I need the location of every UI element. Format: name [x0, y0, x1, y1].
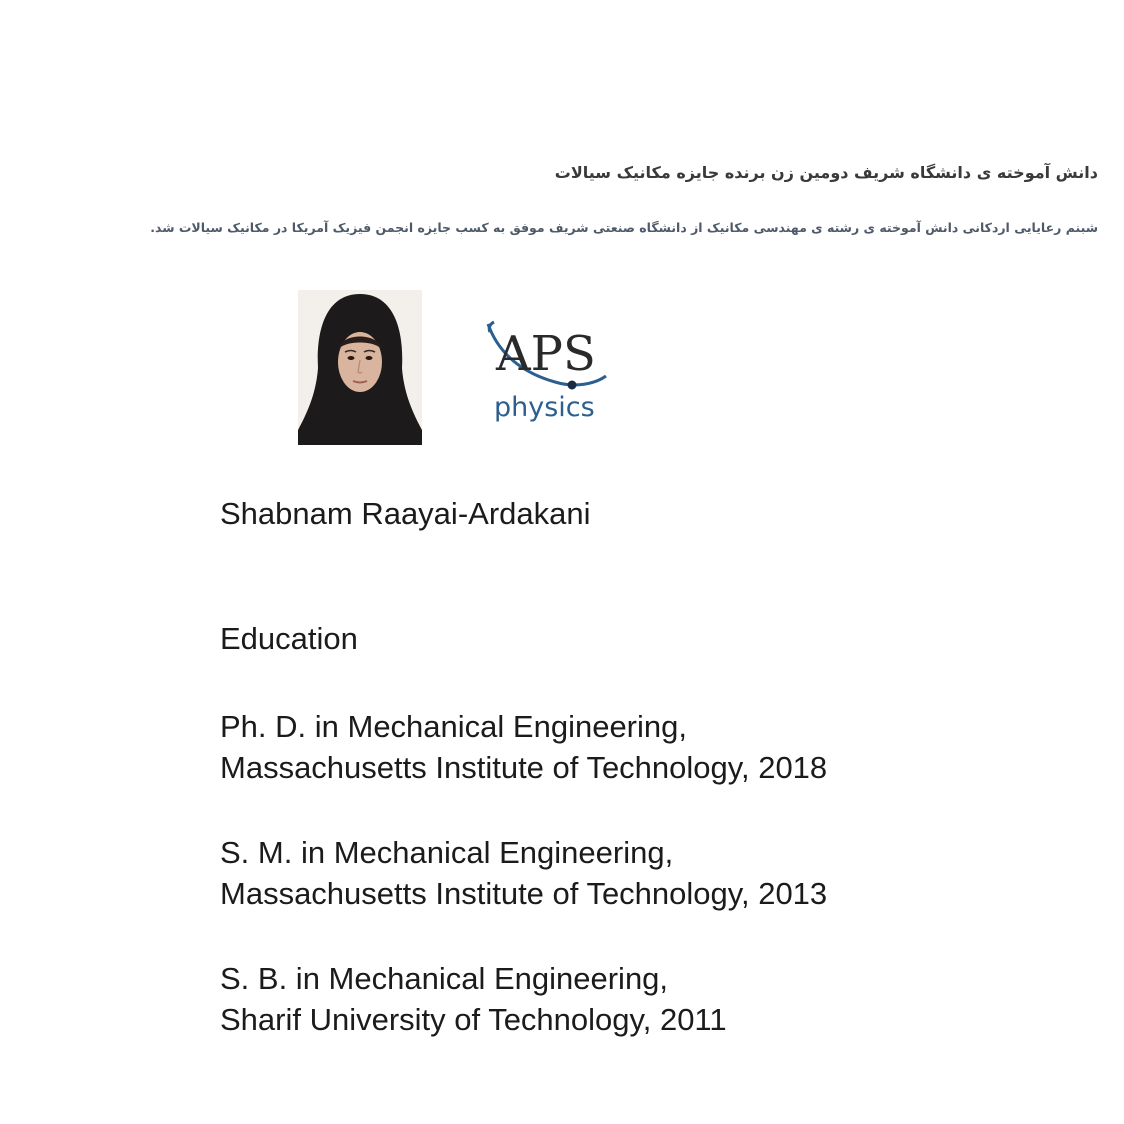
degree-title: S. B. in Mechanical Engineering,: [220, 961, 669, 996]
aps-text: APS: [496, 326, 596, 382]
degree-institution: Massachusetts Institute of Technology, 2013: [220, 876, 828, 911]
education-heading: Education: [220, 621, 358, 656]
aps-physics-logo: [480, 312, 620, 427]
degree-title: Ph. D. in Mechanical Engineering,: [220, 709, 687, 744]
article-subheadline: شبنم رعایایی اردکانی دانش آموخته ی رشته ی مهندسی مکانیک از دانشگاه صنعتی شریف موفق به کسب جایزه انجمن فیزیک آمریکا در مکانیک سیالات شد.: [150, 220, 1098, 235]
degree-entry: [220, 706, 827, 788]
degree-entry: [220, 832, 827, 914]
profile-photo: [298, 290, 422, 445]
physics-text: physics: [494, 392, 595, 423]
degree-entry: [220, 958, 727, 1040]
degree-institution: Sharif University of Technology, 2011: [220, 1002, 727, 1037]
person-name: Shabnam Raayai-Ardakani: [220, 496, 591, 531]
degree-title: S. M. in Mechanical Engineering,: [220, 835, 674, 870]
degree-institution: Massachusetts Institute of Technology, 2018: [220, 750, 828, 785]
article-headline: دانش آموخته ی دانشگاه شریف دومین زن برنده جایزه مکانیک سیالات: [554, 163, 1098, 182]
